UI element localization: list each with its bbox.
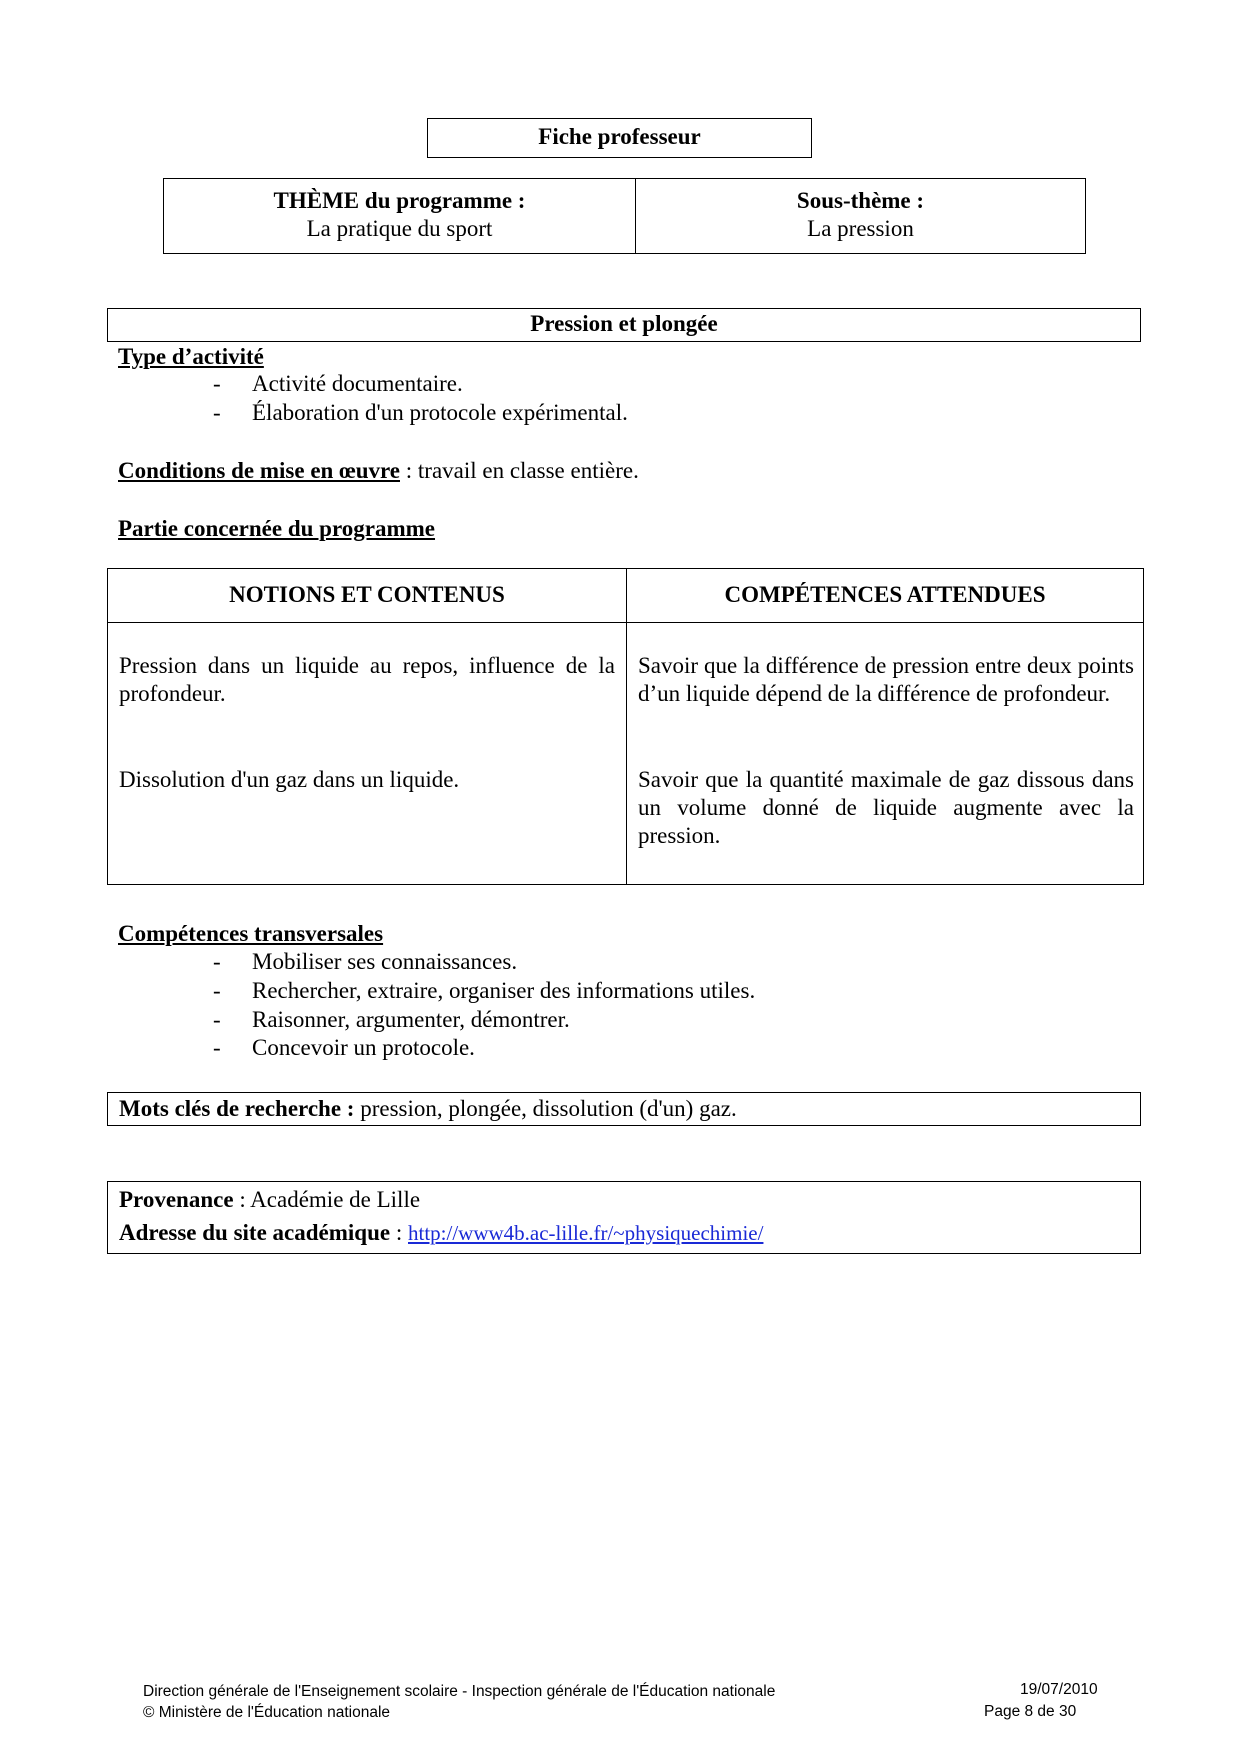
list-item-text: Concevoir un protocole. [252, 1035, 475, 1060]
conditions-text: : travail en classe entière. [400, 458, 639, 483]
list-item-text: Rechercher, extraire, organiser des informations utiles. [252, 978, 756, 1003]
site-link[interactable]: http://www4b.ac-lille.fr/~physiquechimie/ [408, 1221, 764, 1245]
footer-line2: © Ministère de l'Éducation nationale [143, 1704, 391, 1721]
notion-text: Dissolution d'un gaz dans un liquide. [119, 767, 460, 792]
list-item-text: Élaboration d'un protocole expérimental. [252, 400, 628, 425]
competence-text: Savoir que la quantité maximale de gaz dissous dans un volume donné de liquide augmente avec la pression. [638, 767, 1134, 848]
site-label: Adresse du site académique [119, 1220, 391, 1245]
notion-text: Pression dans un liquide au repos, influence de la profondeur. [119, 653, 615, 706]
site-sep: : [390, 1220, 408, 1245]
partie-heading: Partie concernée du programme [118, 516, 436, 541]
subtheme-value: La pression [807, 216, 914, 241]
list-item-text: Raisonner, argumenter, démontrer. [252, 1007, 570, 1032]
col2-header: COMPÉTENCES ATTENDUES [724, 582, 1046, 607]
theme-label: THÈME du programme : [273, 188, 526, 213]
type-activite-heading: Type d’activité [118, 344, 264, 369]
keywords-value: pression, plongée, dissolution (d'un) gaz. [354, 1096, 737, 1121]
keywords-box [107, 1092, 1141, 1126]
activity-title: Pression et plongée [107, 308, 1141, 342]
fiche-professeur-title: Fiche professeur [427, 118, 812, 158]
list-item-text: Mobiliser ses connaissances. [252, 949, 518, 974]
col1-header: NOTIONS ET CONTENUS [229, 582, 505, 607]
list-item-text: Activité documentaire. [252, 371, 463, 396]
footer-line1: Direction générale de l'Enseignement scolaire - Inspection générale de l'Éducation nationale [143, 1683, 776, 1700]
conditions-line [118, 457, 639, 485]
keywords-label: Mots clés de recherche : [119, 1096, 355, 1121]
provenance-label: Provenance [119, 1187, 234, 1212]
subtheme-cell [636, 179, 1085, 253]
theme-cell [164, 179, 636, 253]
theme-table [163, 178, 1086, 254]
program-table [107, 568, 1144, 885]
subtheme-label: Sous-thème : [796, 188, 925, 213]
conditions-heading: Conditions de mise en œuvre [118, 458, 400, 483]
theme-value: La pratique du sport [306, 216, 493, 241]
provenance-value: : Académie de Lille [233, 1187, 421, 1212]
provenance-line [119, 1186, 1140, 1214]
footer-date: 19/07/2010 [1020, 1681, 1098, 1698]
transversal-heading: Compétences transversales [118, 921, 384, 946]
site-line [119, 1219, 1140, 1247]
provenance-box [107, 1181, 1141, 1254]
competence-text: Savoir que la différence de pression entre deux points d’un liquide dépend de la différence de profondeur. [638, 653, 1134, 706]
footer-page: Page 8 de 30 [984, 1703, 1077, 1720]
